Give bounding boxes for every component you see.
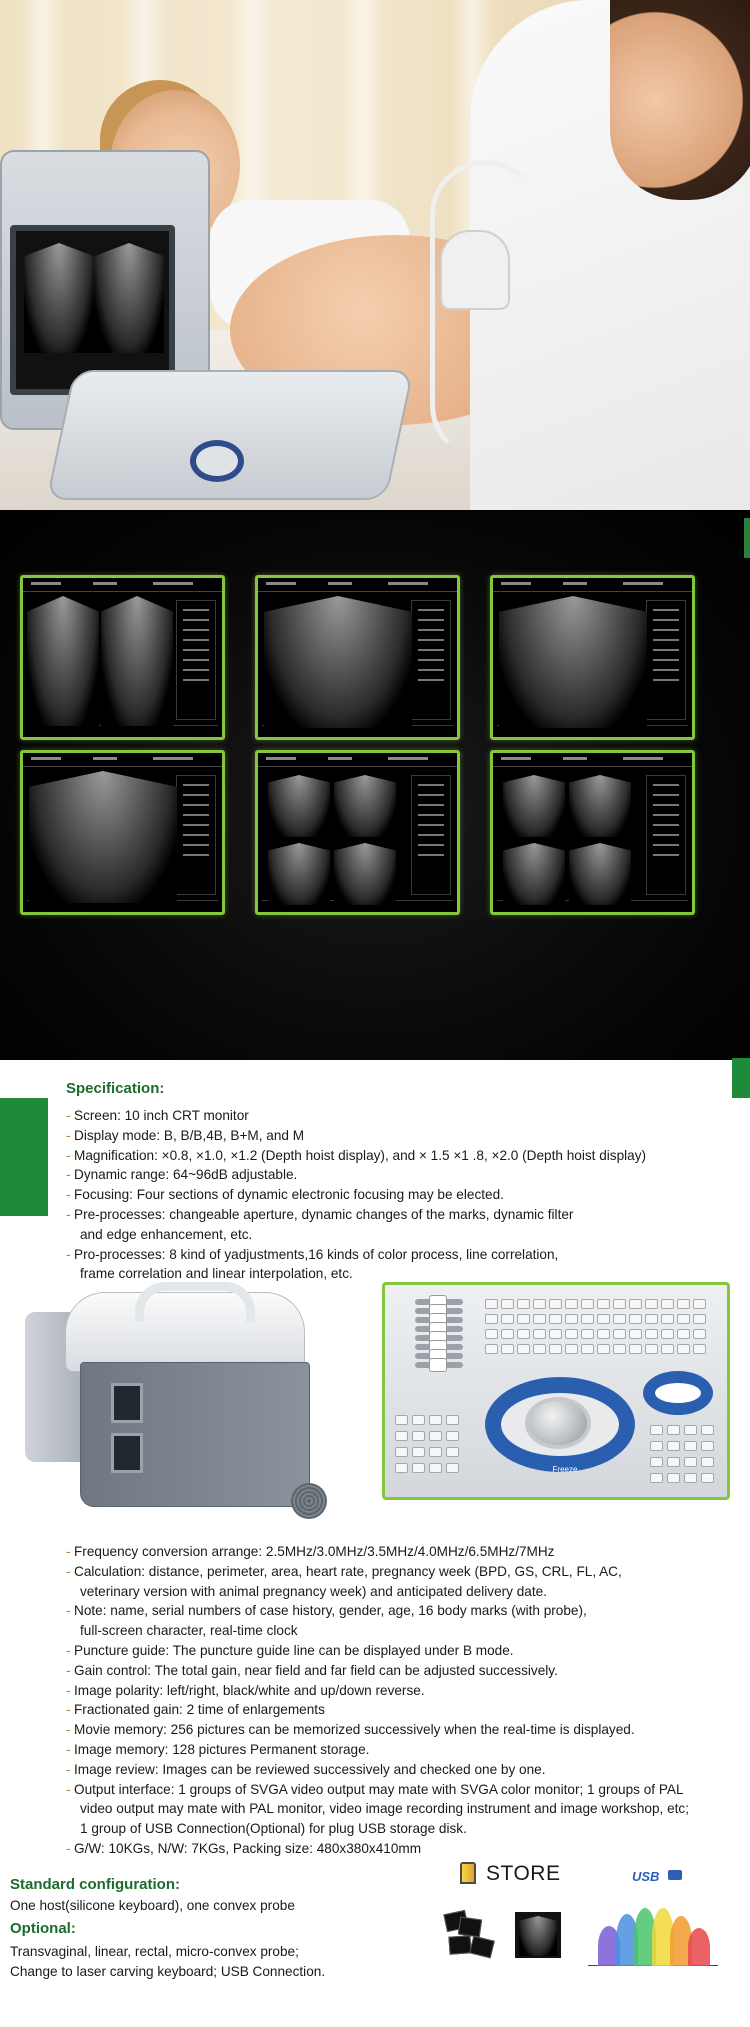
spec-item (66, 1185, 646, 1205)
device-handle (135, 1282, 255, 1322)
spec-item-continuation: veterinary version with animal pregnancy week) and anticipated delivery date. (80, 1583, 547, 1599)
spec-item (66, 1165, 646, 1185)
spec-item (66, 1106, 646, 1126)
spec-item-text: Gain control: The total gain, near field and far field can be adjusted successively. (74, 1662, 558, 1678)
spec-item (66, 1601, 689, 1641)
spec-item-text: Fractionated gain: 2 time of enlargements (74, 1702, 325, 1718)
spec-item-text: Image polarity: left/right, black/white and up/down reverse. (74, 1682, 425, 1698)
spec-item-text: Pre-processes: changeable aperture, dynamic changes of the marks, dynamic filter (74, 1206, 574, 1222)
ultrasound-scan-image (20, 750, 225, 915)
spec-item (66, 1700, 689, 1720)
standard-config-text: One host(silicone keyboard), one convex probe (10, 1898, 295, 1913)
screen-scan (94, 243, 164, 353)
spec-item (66, 1661, 689, 1681)
spec-item-continuation: 1 group of USB Connection(Optional) for plug USB storage disk. (80, 1821, 467, 1837)
keyboard-photo (382, 1282, 730, 1500)
spec-section (0, 1060, 750, 2027)
ultrasound-scan-image (255, 750, 460, 915)
scan-gallery (0, 510, 750, 1060)
spec-item (66, 1740, 689, 1760)
spec-item (66, 1720, 689, 1740)
spec-item-continuation: frame correlation and linear interpolation, etc. (80, 1266, 353, 1282)
specification-list (66, 1106, 646, 1284)
spec-item-continuation: video output may mate with PAL monitor, video image recording instrument and image workshop, etc; (80, 1801, 690, 1817)
spec-item-text: Image memory: 128 pictures Permanent storage. (74, 1741, 370, 1757)
hero-photo (0, 0, 750, 510)
optional-line: Change to laser carving keyboard; USB Connection. (10, 1963, 326, 1979)
spec-item (66, 1641, 689, 1661)
spec-item (66, 1146, 646, 1166)
scan-thumbnail (515, 1912, 561, 1958)
spec-item-continuation: and edge enhancement, etc. (80, 1226, 253, 1242)
spec-item-text: Magnification: ×0.8, ×1.0, ×1.2 (Depth hoist display), and × 1.5 ×1 .8, ×2.0 (Depth hoist display) (74, 1147, 647, 1163)
freeze-key-label: Freeze (552, 1465, 578, 1474)
spec-item-text: Note: name, serial numbers of case history, gender, age, 16 body marks (with probe), (74, 1603, 587, 1619)
spec-item-text: Output interface: 1 groups of SVGA video output may mate with SVGA color monitor; 1 groups of PAL (74, 1781, 684, 1797)
spec-item-text: Dynamic range: 64~96dB adjustable. (74, 1167, 298, 1183)
trackball (190, 440, 244, 482)
accent-strip (732, 1058, 750, 1098)
spec-item-text: Puncture guide: The puncture guide line can be displayed under B mode. (74, 1642, 514, 1658)
spec-item-text: G/W: 10KGs, N/W: 7KGs, Packing size: 480x380x410mm (74, 1840, 422, 1856)
ultrasound-scan-image (490, 750, 695, 915)
spec-item-continuation: full-screen character, real-time clock (80, 1623, 298, 1639)
stacked-images-icon (445, 1912, 497, 1964)
spec-item-text: Movie memory: 256 pictures can be memorized successively when the real-time is displayed. (74, 1722, 635, 1738)
spec-item (66, 1760, 689, 1780)
device-port (111, 1383, 143, 1423)
spec-item-text: Display mode: B, B/B,4B, B+M, and M (74, 1127, 305, 1143)
ultrasound-scan-image (255, 575, 460, 740)
optional-text (10, 1942, 325, 1982)
spec-item-text: Focusing: Four sections of dynamic electronic focusing may be elected. (74, 1187, 504, 1203)
accent-strip (744, 518, 750, 558)
spec-item (66, 1681, 689, 1701)
spec-item (66, 1562, 689, 1602)
device-port (111, 1433, 143, 1473)
spec-item (66, 1542, 689, 1562)
accent-bar (0, 1098, 48, 1216)
feature-list (66, 1542, 689, 1859)
store-badge (460, 1860, 600, 1888)
optional-line: Transvaginal, linear, rectal, micro-convex probe; (10, 1944, 299, 1959)
color-process-icon (588, 1902, 718, 1974)
spec-item-text: Screen: 10 inch CRT monitor (74, 1108, 249, 1123)
probe-cable (430, 160, 540, 460)
optional-title: Optional: (10, 1920, 76, 1937)
standard-config-title: Standard configuration: (10, 1876, 180, 1893)
spec-item (66, 1245, 646, 1285)
spec-item-text: Image review: Images can be reviewed successively and checked one by one. (74, 1761, 546, 1777)
doctor-head (610, 0, 750, 200)
screen-scan (24, 243, 94, 353)
usb-plug-icon (668, 1870, 682, 1880)
spec-item (66, 1839, 689, 1859)
device-fan-grill (291, 1483, 327, 1519)
spec-item-text: Frequency conversion arrange: 2.5MHz/3.0MHz/3.5MHz/4.0MHz/6.5MHz/7MHz (74, 1544, 555, 1559)
spec-item (66, 1205, 646, 1245)
specification-title: Specification: (66, 1080, 165, 1097)
device-back-panel (80, 1362, 310, 1507)
store-label: STORE (486, 1862, 561, 1885)
spec-item-text: Pro-processes: 8 kind of yadjustments,16 kinds of color process, line correlation, (74, 1246, 559, 1262)
usb-label: USB (632, 1869, 660, 1884)
trackball-icon (525, 1397, 591, 1449)
usb-badge (632, 1868, 682, 1886)
storage-icon (460, 1862, 476, 1884)
ultrasound-probe (440, 230, 510, 310)
machine-keyboard (46, 370, 414, 500)
spec-item (66, 1126, 646, 1146)
device-photo (25, 1282, 345, 1512)
ultrasound-scan-image (20, 575, 225, 740)
ultrasound-scan-image (490, 575, 695, 740)
spec-item-text: Calculation: distance, perimeter, area, heart rate, pregnancy week (BPD, GS, CRL, FL, AC, (74, 1563, 622, 1579)
arrow-pad-icon (643, 1371, 713, 1415)
spec-item (66, 1780, 689, 1839)
